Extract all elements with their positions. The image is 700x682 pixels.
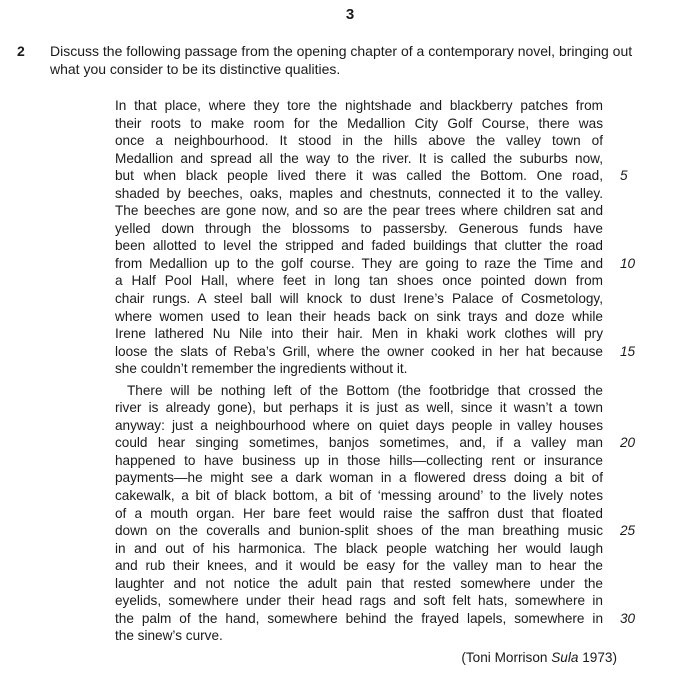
- passage-line: and rub their knees, and it would be easy for the valley man to hear the: [115, 558, 603, 574]
- passage: [115, 97, 636, 645]
- passage-line: a Half Pool Hall, where feet in long tan shoes once pointed down from: [115, 273, 603, 289]
- line-number: 25: [620, 523, 636, 538]
- source-title: Sula: [551, 650, 579, 665]
- passage-line: where women used to lean their heads back on sink trays and doze while: [115, 308, 603, 324]
- passage-line: happened to have business up in those hills—collecting rent or insurance: [115, 452, 603, 468]
- passage-line: down on the coveralls and bunion-split shoes of the man breathing music: [115, 523, 603, 539]
- source-citation: [461, 650, 617, 665]
- passage-line: their roots to make room for the Medallion City Golf Course, there was: [115, 115, 603, 131]
- line-number: 15: [620, 344, 636, 359]
- passage-line: yelled down through the blossoms to passersby. Generous funds have: [115, 220, 603, 236]
- passage-line: payments—he might see a dark woman in a flowered dress doing a bit of: [115, 470, 603, 486]
- question-line-2: what you consider to be its distinctive qualities.: [50, 61, 341, 77]
- passage-line: but when black people lived there it was called the Bottom. One road,: [115, 168, 603, 184]
- question-number: 2: [17, 43, 25, 59]
- passage-line: In that place, where they tore the nightshade and blackberry patches from: [115, 98, 603, 113]
- passage-line: loose the slats of Reba’s Grill, where the owner cooked in her hat because: [115, 343, 603, 359]
- passage-line: There will be nothing left of the Bottom (the footbridge that crossed the: [127, 382, 603, 398]
- question-line-1: Discuss the following passage from the opening chapter of a contemporary novel, bringing out: [50, 43, 633, 59]
- passage-line: Irene lathered Nu Nile into their hair. Men in khaki work clothes will pry: [115, 326, 603, 342]
- source-author: (Toni Morrison: [461, 650, 552, 665]
- passage-line: could hear singing sometimes, banjos sometimes, and, if a valley man: [115, 435, 603, 451]
- page-number: 3: [345, 6, 355, 23]
- line-number: 30: [620, 611, 636, 626]
- passage-line: laughter and not notice the adult pain that rested somewhere under the: [115, 575, 603, 591]
- line-number: 20: [620, 435, 636, 450]
- passage-line: chair rungs. A steel ball will knock to dust Irene’s Palace of Cosmetology,: [115, 291, 603, 307]
- passage-line: shaded by beeches, oaks, maples and chestnuts, connected it to the valley.: [115, 185, 603, 201]
- passage-line: been allotted to level the stripped and faded buildings that clutter the road: [115, 238, 603, 254]
- passage-line: Medallion and spread all the way to the river. It is called the suburbs now,: [115, 150, 603, 166]
- passage-line: from Medallion up to the golf course. They are going to raze the Time and: [115, 255, 603, 271]
- passage-line: The beeches are gone now, and so are the pear trees where children sat and: [115, 203, 603, 219]
- line-number: 10: [620, 256, 636, 271]
- passage-line: once a neighbourhood. It stood in the hills above the valley town of: [115, 133, 603, 149]
- passage-line: cakewalk, a bit of black bottom, a bit of ‘messing around’ to the lively notes: [115, 488, 603, 504]
- passage-line: river is already gone), but perhaps it is just as well, since it wasn’t a town: [115, 400, 603, 416]
- line-number: 5: [620, 168, 628, 183]
- passage-line: anyway: just a neighbourhood where on quiet days people in valley houses: [115, 417, 603, 433]
- passage-line: in and out of his harmonica. The black people watching her would laugh: [115, 540, 603, 556]
- passage-line: of a mouth organ. Her bare feet would raise the saffron dust that floated: [115, 505, 603, 521]
- passage-line: the sinew’s curve.: [115, 628, 223, 644]
- passage-line: she couldn’t remember the ingredients without it.: [115, 361, 408, 377]
- question-prompt: [50, 42, 690, 78]
- passage-line: the palm of the hand, somewhere behind the frayed lapels, somewhere in: [115, 610, 603, 626]
- source-year: 1973): [578, 650, 617, 665]
- passage-line: eyelids, somewhere under their head rags and soft felt hats, somewhere in: [115, 593, 603, 609]
